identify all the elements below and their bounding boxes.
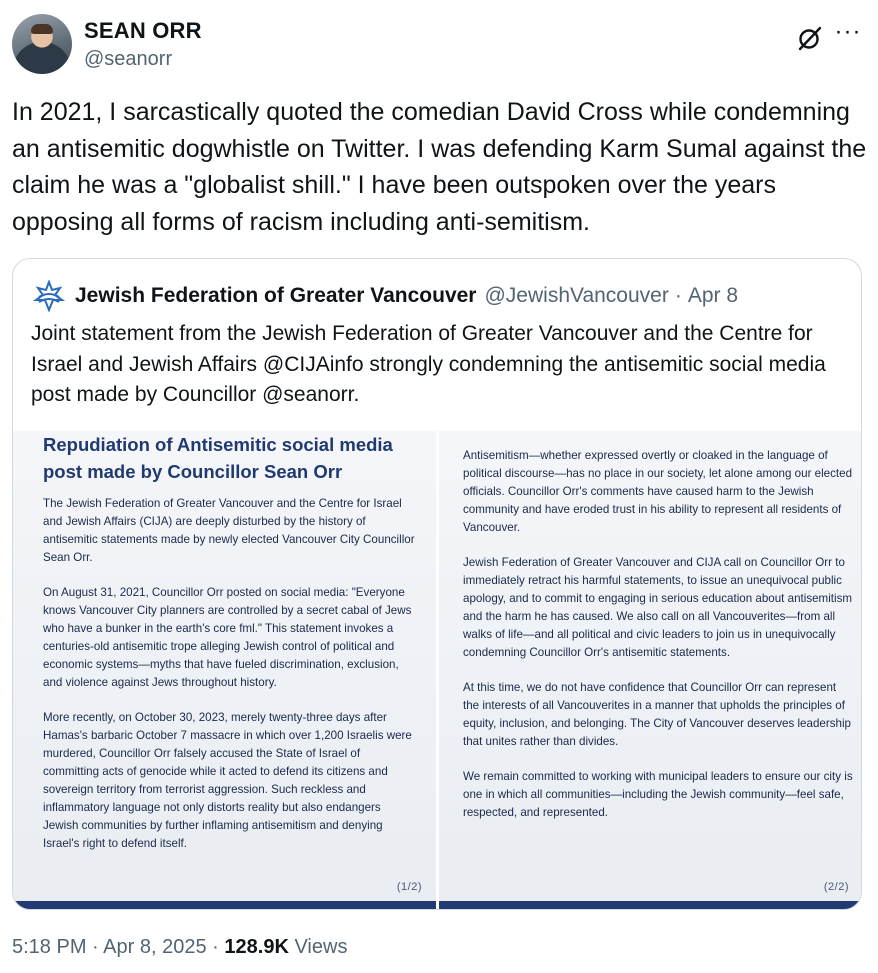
tweet-meta (12, 936, 347, 959)
page-indicator: (2/2) (823, 881, 849, 893)
statement-paragraph: At this time, we do not have confidence that Councillor Orr can represent the interests of all Vancouverites in a manner that upholds the principles of equity, inclusion, and belonging. The City of Vancouver deserves leadership that unites rather than divides. (463, 681, 851, 748)
tweet-header (12, 14, 866, 76)
image-footer-band (13, 901, 436, 910)
dot-separator: · (674, 284, 682, 307)
image-footer-band (439, 901, 862, 910)
quoted-author-handle: @JewishVancouver (484, 284, 669, 307)
views-count: 128.9K (224, 936, 289, 958)
quoted-text: Joint statement from the Jewish Federation of Greater Vancouver and the Centre for Israel and Jewish Affairs @CIJAinfo strongly condemning the antisemitic social media post made by Councillor @seanorr. (31, 322, 826, 406)
post-date[interactable]: Apr 8, 2025 (103, 936, 207, 958)
quoted-header (33, 281, 738, 311)
page-indicator: (1/2) (396, 881, 422, 893)
views-label: Views (294, 936, 348, 958)
quoted-date: Apr 8 (687, 284, 739, 307)
post-time[interactable]: 5:18 PM (12, 936, 87, 958)
statement-paragraph: On August 31, 2021, Councillor Orr posted on social media: "Everyone knows Vancouver City planners are controlled by a secret cabal of Jews who have a bunker in the earth's core fml." This statement invokes a centuries-old antisemitic trope alleging Jewish control of political and economic systems—myths that have fueled discrimination, exclusion, and violence against Jews throughout history. (43, 586, 412, 689)
tweet-text: In 2021, I sarcastically quoted the comedian David Cross while condemning an antisemitic dogwhistle on Twitter. I was defending Karm Sumal against the claim he was a "globalist shill." I have been outspoken over the years opposing all forms of racism including anti-semitism. (12, 98, 867, 236)
more-icon[interactable]: ··· (834, 18, 862, 45)
grok-icon[interactable] (796, 24, 824, 52)
statement-body (43, 495, 418, 870)
author-handle[interactable]: @seanorr (84, 48, 173, 70)
statement-image-1[interactable] (13, 431, 436, 910)
dot-separator: · (212, 936, 219, 958)
quoted-media (13, 431, 862, 910)
quoted-tweet[interactable] (12, 258, 862, 910)
avatar[interactable] (12, 14, 72, 74)
statement-paragraph: The Jewish Federation of Greater Vancouver and the Centre for Israel and Jewish Affairs (CIJA) are deeply disturbed by the history of antisemitic statements made by newly elected Vancouver City Councillor Sean Orr. (43, 497, 415, 564)
statement-image-2[interactable] (439, 431, 862, 910)
statement-title: Repudiation of Antisemitic social media post made by Councillor Sean Orr (43, 434, 393, 482)
statement-body (463, 447, 855, 839)
author-name[interactable]: SEAN ORR (84, 18, 202, 43)
statement-paragraph: Antisemitism—whether expressed overtly or cloaked in the language of political discourse—has no place in our society, let alone among our elected officials. Councillor Orr's comments have caused harm to the Jewish community and have eroded trust in his ability to represent all residents of Vancouver. (463, 449, 853, 534)
quoted-author-name: Jewish Federation of Greater Vancouver (75, 284, 477, 307)
dot-separator: · (92, 936, 99, 958)
statement-paragraph: Jewish Federation of Greater Vancouver and CIJA call on Councillor Orr to immediately retract his harmful statements, to issue an unequivocal public apology, and to commit to engaging in serious education about antisemitism and the harm he has caused. We also call on all Vancouverites—from all walks of life—and all political and civic leaders to join us in unequivocally condemning Councillor Orr's antisemitic statements. (463, 556, 853, 659)
statement-paragraph: We remain committed to working with municipal leaders to ensure our city is one in which all communities—including the Jewish community—feel safe, respected, and represented. (463, 770, 853, 819)
statement-paragraph: More recently, on October 30, 2023, merely twenty-three days after Hamas's barbaric October 7 massacre in which over 1,200 Israelis were murdered, Councillor Orr falsely accused the State of Israel of committing acts of genocide while it acted to defend its citizens and sovereign territory from terrorist aggression. Such reckless and inflammatory language not only distorts reality but also endangers Jewish communities by further inflaming antisemitism and denying Israel's right to defend itself. (43, 711, 412, 850)
federation-logo-icon (33, 280, 65, 312)
